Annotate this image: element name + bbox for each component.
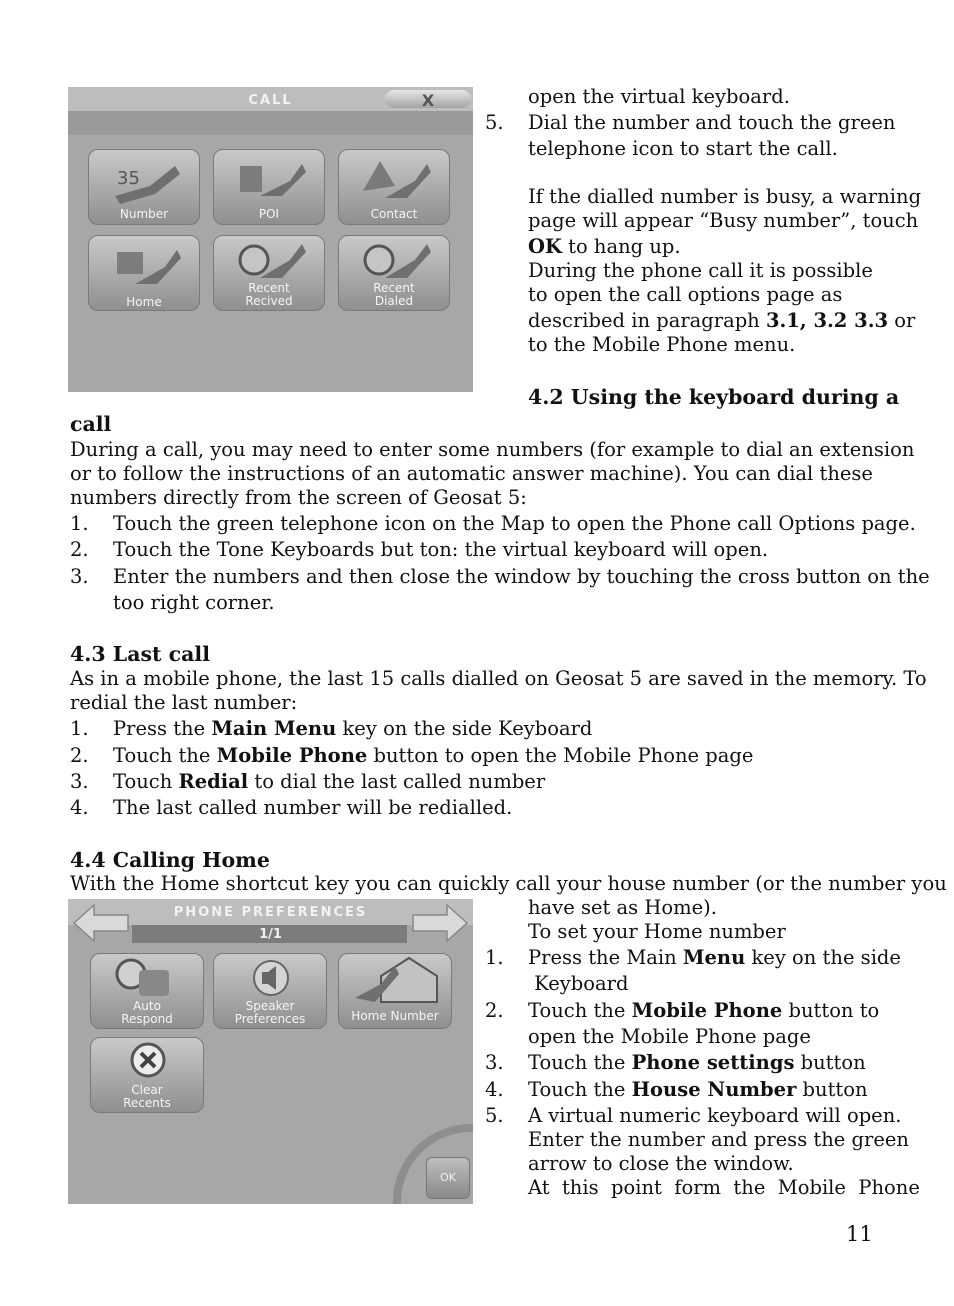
contact-button[interactable]	[338, 149, 450, 225]
call-screenshot	[68, 87, 473, 392]
home-button[interactable]	[88, 235, 200, 311]
recent-received-label: Recent Recived	[245, 281, 293, 308]
list-num: 5.	[485, 111, 504, 134]
list-item-cont: too right corner.	[113, 591, 275, 614]
speaker-preferences-label: Speaker Preferences	[234, 999, 306, 1026]
poi-icon	[230, 156, 310, 206]
heading-4-3: 4.3 Last call	[70, 642, 210, 666]
list-item	[528, 948, 901, 968]
ok-button[interactable]	[426, 1157, 470, 1199]
speaker-preferences-button[interactable]	[213, 953, 327, 1029]
list-item-cont: open the Mobile Phone page	[528, 1025, 811, 1048]
list-item: Touch the Tone Keyboards but ton: the virtual keyboard will open.	[113, 538, 769, 561]
prefs-title: PHONE PREFERENCES	[173, 905, 368, 920]
intro-4-4-3: To set your Home number	[528, 920, 786, 943]
list-item-cont: arrow to close the window.	[528, 1152, 794, 1175]
list-item-post: button	[794, 1051, 866, 1074]
intro-4-2-2: or to follow the instructions of an automatic answer machine). You can dial these	[70, 462, 873, 485]
list-num: 3.	[70, 770, 89, 793]
auto-respond-button[interactable]	[90, 953, 204, 1029]
list-item-key: Mobile Phone	[631, 999, 783, 1022]
svg-text:35: 35	[117, 168, 140, 189]
poi-button[interactable]	[213, 149, 325, 225]
call-subtitle-bar	[68, 111, 473, 135]
contact-icon	[355, 156, 435, 206]
recent-dialed-button[interactable]	[338, 235, 450, 311]
text-options-2: to open the call options page as	[528, 283, 843, 306]
list-item	[113, 719, 592, 739]
text-options-4: to the Mobile Phone menu.	[528, 333, 796, 356]
recent-received-button[interactable]	[213, 235, 325, 311]
number-button[interactable]	[88, 149, 200, 225]
list-item	[528, 1080, 868, 1100]
list-item-post: to dial the last called number	[248, 770, 546, 793]
list-item-key: House Number	[631, 1078, 797, 1101]
list-num: 4.	[70, 796, 89, 819]
home-number-label: Home Number	[351, 1009, 439, 1023]
recent-dialed-icon	[355, 238, 435, 282]
list-num: 1.	[485, 946, 504, 969]
auto-respond-icon	[109, 956, 189, 1004]
heading-4-4: 4.4 Calling Home	[70, 848, 270, 872]
list-item-key: Mobile Phone	[216, 744, 368, 767]
list-item-pre: Touch the	[528, 999, 632, 1022]
prev-arrow-icon[interactable]	[70, 901, 132, 945]
intro-4-4-2: have set as Home).	[528, 896, 717, 919]
list-num: 2.	[70, 538, 89, 561]
list-item-pre: Touch the	[113, 744, 217, 767]
list-num: 4.	[485, 1078, 504, 1101]
list-item-post: key on the side Keyboard	[336, 717, 593, 740]
list-num: 2.	[70, 744, 89, 767]
page-number: 11	[846, 1222, 873, 1246]
list-item-key: Phone settings	[631, 1051, 795, 1074]
clear-recents-button[interactable]	[90, 1037, 204, 1113]
number-label: Number	[119, 207, 169, 221]
recent-dialed-label: Recent Dialed	[373, 281, 415, 308]
text-busy-3	[528, 237, 681, 257]
home-number-icon	[351, 954, 441, 1004]
poi-label: POI	[258, 207, 280, 221]
list-item	[113, 772, 545, 792]
text-options-3-post: or	[888, 309, 916, 332]
list-item-pre: Touch	[113, 770, 179, 793]
heading-4-2-cont: call	[70, 412, 112, 436]
text-options-3	[528, 311, 915, 331]
list-item-post: key on the side	[745, 946, 901, 969]
list-item: Enter the numbers and then close the window by touching the cross button on the	[113, 565, 930, 588]
prefs-page-indicator: 1/1	[259, 927, 282, 942]
text-hang-up: to hang up.	[561, 235, 681, 258]
text-options-3-pre: described in paragraph	[528, 309, 766, 332]
home-number-button[interactable]	[338, 953, 452, 1029]
list-num: 1.	[70, 512, 89, 535]
close-button[interactable]	[385, 90, 471, 108]
text-dial-number-cont: telephone icon to start the call.	[528, 137, 838, 160]
list-item-cont: Keyboard	[528, 972, 629, 995]
text-busy-1: If the dialled number is busy, a warning	[528, 185, 922, 208]
ok-term: OK	[528, 235, 562, 258]
text-dial-number: Dial the number and touch the green	[528, 111, 896, 134]
intro-4-3-1: As in a mobile phone, the last 15 calls dialled on Geosat 5 are saved in the memory. To	[70, 667, 927, 690]
list-item	[113, 746, 753, 766]
list-item-key: Main Menu	[211, 717, 337, 740]
text-busy-2: page will appear “Busy number”, touch	[528, 209, 919, 232]
list-item-cont: Enter the number and press the green	[528, 1128, 909, 1151]
phone-preferences-screenshot	[68, 899, 473, 1204]
list-item-post: button to open the Mobile Phone page	[367, 744, 754, 767]
list-item: The last called number will be redialled.	[113, 796, 513, 819]
text-options-1: During the phone call it is possible	[528, 259, 873, 282]
list-item-key: Redial	[178, 770, 249, 793]
intro-4-2-3: numbers directly from the screen of Geosat 5:	[70, 486, 527, 509]
list-num: 2.	[485, 999, 504, 1022]
text-open-keyboard: open the virtual keyboard.	[528, 85, 790, 108]
list-num: 3.	[485, 1051, 504, 1074]
list-item-pre: Press the Main	[528, 946, 683, 969]
list-item-pre: Touch the	[528, 1051, 632, 1074]
list-item	[528, 1001, 879, 1021]
list-num: 5.	[485, 1104, 504, 1127]
list-item-post: button	[796, 1078, 868, 1101]
contact-label: Contact	[370, 207, 418, 221]
intro-4-3-2: redial the last number:	[70, 691, 298, 714]
ok-label: OK	[440, 1171, 456, 1184]
call-title: CALL	[248, 93, 293, 108]
list-item: Touch the green telephone icon on the Map to open the Phone call Options page.	[113, 512, 916, 535]
paragraph-refs: 3.1, 3.2 3.3	[765, 309, 889, 332]
list-item-key: Menu	[682, 946, 746, 969]
intro-4-4-1: With the Home shortcut key you can quickly call your house number (or the number you	[70, 872, 947, 895]
list-item-pre: Touch the	[528, 1078, 632, 1101]
home-label: Home	[126, 295, 162, 309]
number-icon	[105, 156, 185, 206]
clear-recents-label: Clear Recents	[123, 1083, 171, 1110]
heading-4-2: 4.2 Using the keyboard during a	[528, 385, 900, 409]
text-tail: At this point form the Mobile Phone	[528, 1176, 920, 1199]
close-icon: X	[421, 91, 435, 110]
next-arrow-icon[interactable]	[409, 901, 471, 945]
intro-4-2-1: During a call, you may need to enter some numbers (for example to dial an extension	[70, 438, 915, 461]
recent-received-icon	[230, 238, 310, 282]
list-num: 1.	[70, 717, 89, 740]
clear-recents-icon	[126, 1040, 170, 1084]
list-item-pre: Press the	[113, 717, 212, 740]
list-num: 3.	[70, 565, 89, 588]
auto-respond-label: Auto Respond	[121, 999, 173, 1026]
speaker-icon	[246, 958, 296, 1002]
list-item	[528, 1053, 866, 1073]
home-icon	[105, 242, 185, 292]
list-item-post: button to	[782, 999, 880, 1022]
list-item: A virtual numeric keyboard will open.	[528, 1104, 902, 1127]
